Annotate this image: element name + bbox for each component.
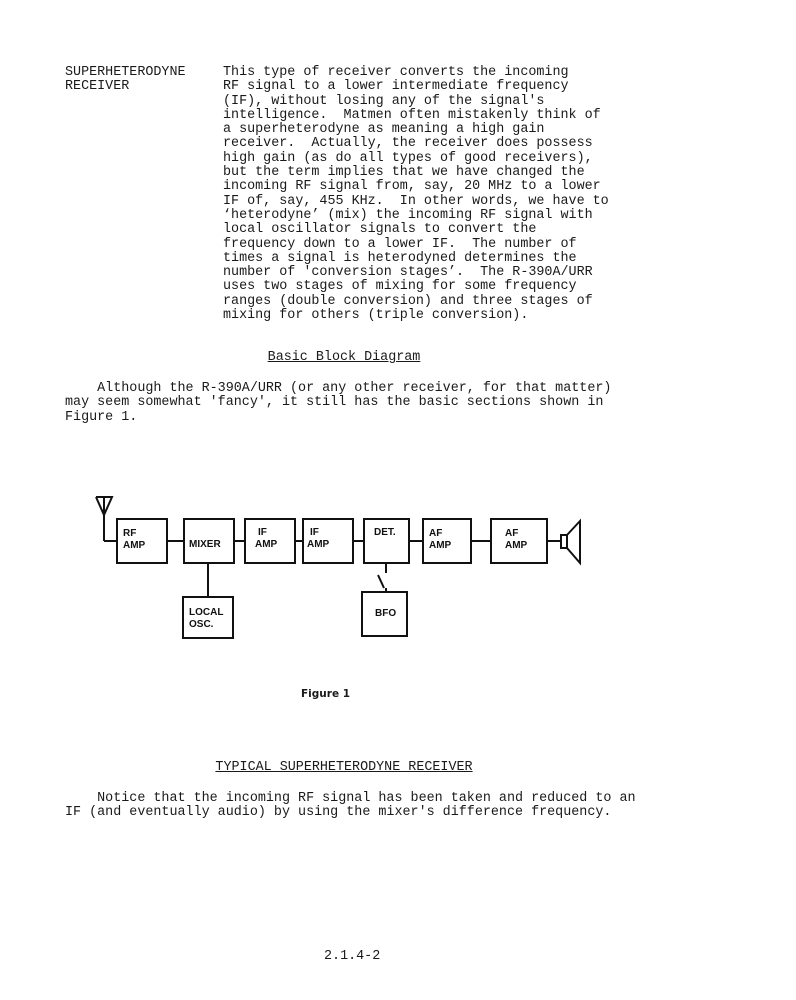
antenna-icon xyxy=(96,497,117,541)
section-label-line: SUPERHETERODYNE xyxy=(65,65,186,80)
text-line: times a signal is heterodyned determines the xyxy=(223,250,577,266)
local-osc-label: LOCAL xyxy=(189,607,224,618)
text-line: incoming RF signal from, say, 20 MHz to a lower xyxy=(223,179,601,195)
if-amp-label: IF xyxy=(258,527,267,538)
af-amp-1-block xyxy=(423,519,471,563)
detector-block xyxy=(364,519,409,563)
local-osc-label: OSC. xyxy=(189,619,214,630)
bfo-block xyxy=(362,592,407,636)
rf-amp-block xyxy=(117,519,167,563)
text-line: local oscillator signals to convert the xyxy=(223,222,537,238)
text-line: ranges (double conversion) and three stages of xyxy=(223,293,593,309)
notice-paragraph xyxy=(65,792,785,821)
text-line: IF (and eventually audio) by using the mixer's difference frequency. xyxy=(65,805,612,821)
text-line: receiver. Actually, the receiver does possess xyxy=(223,136,593,152)
text-line: RF signal to a lower intermediate frequency xyxy=(223,79,569,95)
local-osc-block xyxy=(183,597,233,638)
block-diagram-heading: Basic Block Diagram xyxy=(267,350,421,365)
page-number: 2.1.4-2 xyxy=(324,949,381,964)
section-label xyxy=(65,66,215,95)
text-line: but the term implies that we have changed the xyxy=(223,165,585,181)
if-amp-label: AMP xyxy=(255,539,278,550)
af-amp-label: AMP xyxy=(429,540,452,551)
text-line: may seem somewhat 'fancy', it still has the basic sections shown in xyxy=(65,395,604,411)
mixer-block xyxy=(184,519,234,563)
text-line: uses two stages of mixing for some frequency xyxy=(223,279,577,295)
mixer-label: MIXER xyxy=(189,539,221,550)
block-diagram-paragraph xyxy=(65,382,785,425)
text-line: (IF), without losing any of the signal's xyxy=(223,93,545,109)
rf-amp-label: RF xyxy=(123,528,137,539)
bfo-label: BFO xyxy=(375,608,397,619)
text-line: number of 'conversion stages’. The R-390A/URR xyxy=(223,265,593,281)
text-line: Figure 1. xyxy=(65,409,138,425)
if-amp-label: AMP xyxy=(307,539,330,550)
text-line: frequency down to a lower IF. The number of xyxy=(223,236,577,252)
detector-label: DET. xyxy=(374,527,396,538)
text-line: intelligence. Matmen often mistakenly think of xyxy=(223,107,601,123)
text-line: mixing for others (triple conversion). xyxy=(223,308,529,324)
af-amp-label: AF xyxy=(429,528,443,539)
text-line: Notice that the incoming RF signal has been taken and reduced to an xyxy=(65,791,636,806)
text-line: high gain (as do all types of good receivers), xyxy=(223,150,593,166)
rf-amp-label: AMP xyxy=(123,540,146,551)
if-amp-label: IF xyxy=(310,527,319,538)
text-line: This type of receiver converts the incoming xyxy=(223,65,569,80)
af-amp-label: AF xyxy=(505,528,519,539)
text-line: Although the R-390A/URR (or any other receiver, for that matter) xyxy=(65,381,612,396)
intro-paragraph xyxy=(223,66,783,323)
af-amp-label: AMP xyxy=(505,540,528,551)
typical-receiver-heading: TYPICAL SUPERHETERODYNE RECEIVER xyxy=(215,760,473,775)
if-amp-2-block xyxy=(303,519,353,563)
figure-caption: Figure 1 xyxy=(301,688,351,700)
text-line: a superheterodyne as meaning a high gain xyxy=(223,122,545,138)
text-line: ‘heterodyne’ (mix) the incoming RF signal with xyxy=(223,207,593,223)
section-label-line: RECEIVER xyxy=(65,79,130,95)
speaker-icon xyxy=(561,521,580,563)
text-line: IF of, say, 455 KHz. In other words, we have to xyxy=(223,193,609,209)
af-amp-2-block xyxy=(491,519,547,563)
if-amp-1-block xyxy=(245,519,295,563)
